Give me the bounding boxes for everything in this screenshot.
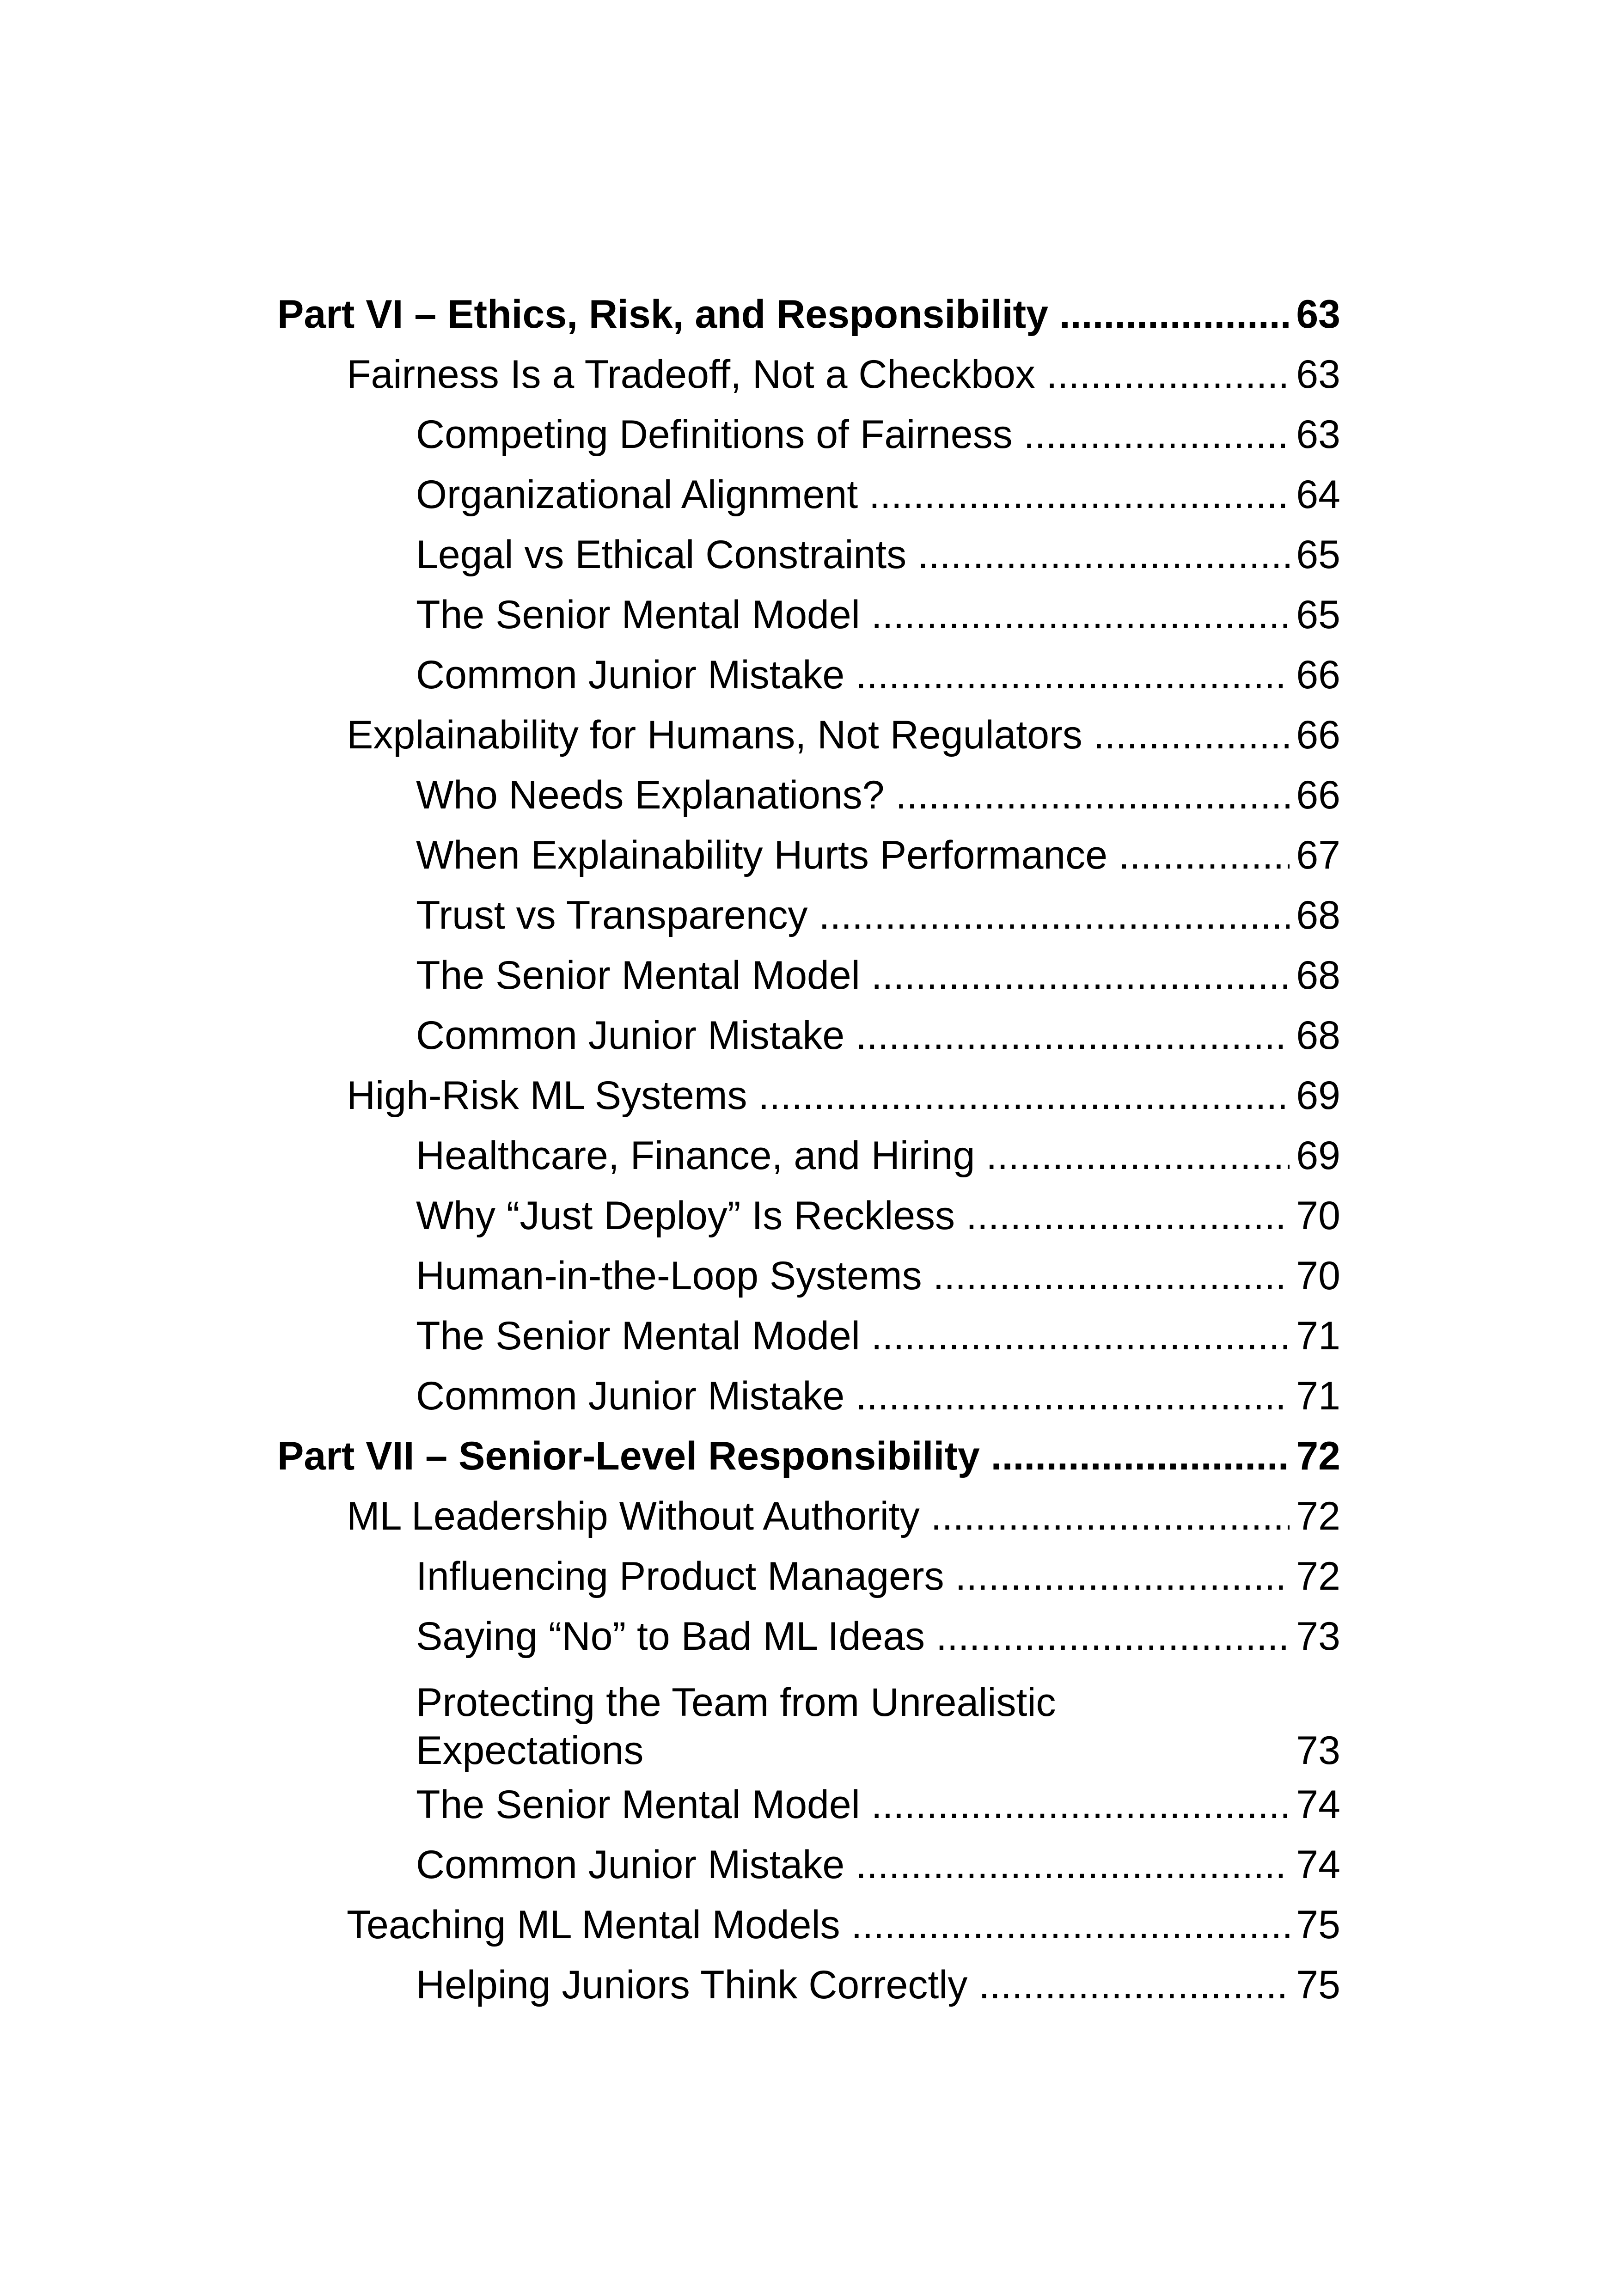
toc-page-number: 72 xyxy=(1290,1546,1340,1606)
toc-part-entry[interactable] xyxy=(277,1426,1340,1486)
toc-entry-title: Who Needs Explanations? ..... xyxy=(416,765,1290,825)
toc-section-entry[interactable] xyxy=(277,1666,1340,1775)
toc-page-number: 72 xyxy=(1290,1486,1340,1546)
toc-entry-title: Part VI – Ethics, Risk, and Responsibility ..... xyxy=(277,284,1290,344)
toc-section-entry[interactable] xyxy=(277,1186,1340,1246)
toc-entry-title: ML Leadership Without Authority ..... xyxy=(347,1486,1290,1546)
toc-section-entry[interactable] xyxy=(277,1606,1340,1666)
toc-chapter-entry[interactable] xyxy=(277,344,1340,404)
toc-section-entry[interactable] xyxy=(277,1955,1340,2015)
toc-entry-title: The Senior Mental Model ..... xyxy=(416,945,1290,1005)
toc-section-entry[interactable] xyxy=(277,1005,1340,1065)
toc-page-number: 74 xyxy=(1290,1775,1340,1835)
toc-entry-title: The Senior Mental Model ..... xyxy=(416,1306,1290,1366)
toc-entry-title: Explainability for Humans, Not Regulators ..... xyxy=(347,705,1290,765)
toc-section-entry[interactable] xyxy=(277,585,1340,645)
toc-chapter-entry[interactable] xyxy=(277,1486,1340,1546)
toc-entry-title: Why “Just Deploy” Is Reckless ..... xyxy=(416,1186,1290,1246)
toc-page-number: 75 xyxy=(1290,1955,1340,2015)
toc-section-entry[interactable] xyxy=(277,465,1340,525)
toc-section-entry[interactable] xyxy=(277,1546,1340,1606)
toc-entry-title: Legal vs Ethical Constraints ..... xyxy=(416,525,1290,585)
toc-section-entry[interactable] xyxy=(277,645,1340,705)
toc-entry-title: The Senior Mental Model ..... xyxy=(416,1775,1290,1835)
toc-section-entry[interactable] xyxy=(277,1366,1340,1426)
toc-page-number: 68 xyxy=(1290,945,1340,1005)
toc-section-entry[interactable] xyxy=(277,1835,1340,1895)
toc-section-entry[interactable] xyxy=(277,825,1340,885)
toc-page-number: 65 xyxy=(1290,585,1340,645)
toc-entry-title: Human-in-the-Loop Systems ..... xyxy=(416,1246,1290,1306)
toc-entry-title-line1: Protecting the Team from Unrealistic xyxy=(416,1680,1056,1725)
toc-page-number: 64 xyxy=(1290,465,1340,525)
table-of-contents xyxy=(277,284,1340,2015)
toc-section-entry[interactable] xyxy=(277,885,1340,945)
toc-page-number: 63 xyxy=(1290,404,1340,465)
toc-page-number: 73 xyxy=(1290,1727,1340,1775)
toc-page-number: 66 xyxy=(1290,765,1340,825)
toc-section-entry[interactable] xyxy=(277,1775,1340,1835)
toc-page-number: 70 xyxy=(1290,1186,1340,1246)
toc-page-number: 69 xyxy=(1290,1065,1340,1126)
toc-entry-title: Competing Definitions of Fairness ..... xyxy=(416,404,1290,465)
toc-entry-title: High-Risk ML Systems ..... xyxy=(347,1065,1290,1126)
toc-section-entry[interactable] xyxy=(277,525,1340,585)
toc-page-number: 72 xyxy=(1290,1426,1340,1486)
toc-entry-title: Influencing Product Managers ..... xyxy=(416,1546,1290,1606)
toc-page-number: 66 xyxy=(1290,645,1340,705)
toc-page-number: 70 xyxy=(1290,1246,1340,1306)
toc-page-number: 69 xyxy=(1290,1126,1340,1186)
toc-entry-title: Saying “No” to Bad ML Ideas ..... xyxy=(416,1606,1290,1666)
toc-chapter-entry[interactable] xyxy=(277,1895,1340,1955)
toc-page-number: 75 xyxy=(1290,1895,1340,1955)
toc-page-number: 68 xyxy=(1290,1005,1340,1065)
toc-page-number: 74 xyxy=(1290,1835,1340,1895)
toc-section-entry[interactable] xyxy=(277,1126,1340,1186)
toc-entry-title: Common Junior Mistake ..... xyxy=(416,1835,1290,1895)
toc-entry-title: Common Junior Mistake ..... xyxy=(416,1005,1290,1065)
toc-entry-title: Trust vs Transparency ..... xyxy=(416,885,1290,945)
toc-page-number: 67 xyxy=(1290,825,1340,885)
toc-entry-title: Teaching ML Mental Models ..... xyxy=(347,1895,1290,1955)
toc-section-entry[interactable] xyxy=(277,404,1340,465)
toc-section-entry[interactable] xyxy=(277,1246,1340,1306)
toc-chapter-entry[interactable] xyxy=(277,705,1340,765)
toc-section-entry[interactable] xyxy=(277,765,1340,825)
toc-entry-title-line2: Expectations ..... xyxy=(416,1727,1290,1775)
toc-page-number: 73 xyxy=(1290,1606,1340,1666)
toc-page-number: 71 xyxy=(1290,1366,1340,1426)
toc-page-number: 71 xyxy=(1290,1306,1340,1366)
toc-entry-title: Organizational Alignment ..... xyxy=(416,465,1290,525)
toc-part-entry[interactable] xyxy=(277,284,1340,344)
toc-entry-title: When Explainability Hurts Performance ..... xyxy=(416,825,1290,885)
toc-entry-title: Fairness Is a Tradeoff, Not a Checkbox ..... xyxy=(347,344,1290,404)
toc-page-number: 65 xyxy=(1290,525,1340,585)
toc-entry-title: Common Junior Mistake ..... xyxy=(416,645,1290,705)
toc-page-number: 68 xyxy=(1290,885,1340,945)
toc-section-entry[interactable] xyxy=(277,945,1340,1005)
toc-section-entry[interactable] xyxy=(277,1306,1340,1366)
toc-entry-title: Helping Juniors Think Correctly ..... xyxy=(416,1955,1290,2015)
toc-entry-title: Part VII – Senior-Level Responsibility ..... xyxy=(277,1426,1290,1486)
toc-entry-title: Common Junior Mistake ..... xyxy=(416,1366,1290,1426)
toc-entry-title: Healthcare, Finance, and Hiring ..... xyxy=(416,1126,1290,1186)
toc-page-number: 63 xyxy=(1290,344,1340,404)
toc-chapter-entry[interactable] xyxy=(277,1065,1340,1126)
toc-page-number: 66 xyxy=(1290,705,1340,765)
toc-page-number: 63 xyxy=(1290,284,1340,344)
toc-entry-title: The Senior Mental Model ..... xyxy=(416,585,1290,645)
